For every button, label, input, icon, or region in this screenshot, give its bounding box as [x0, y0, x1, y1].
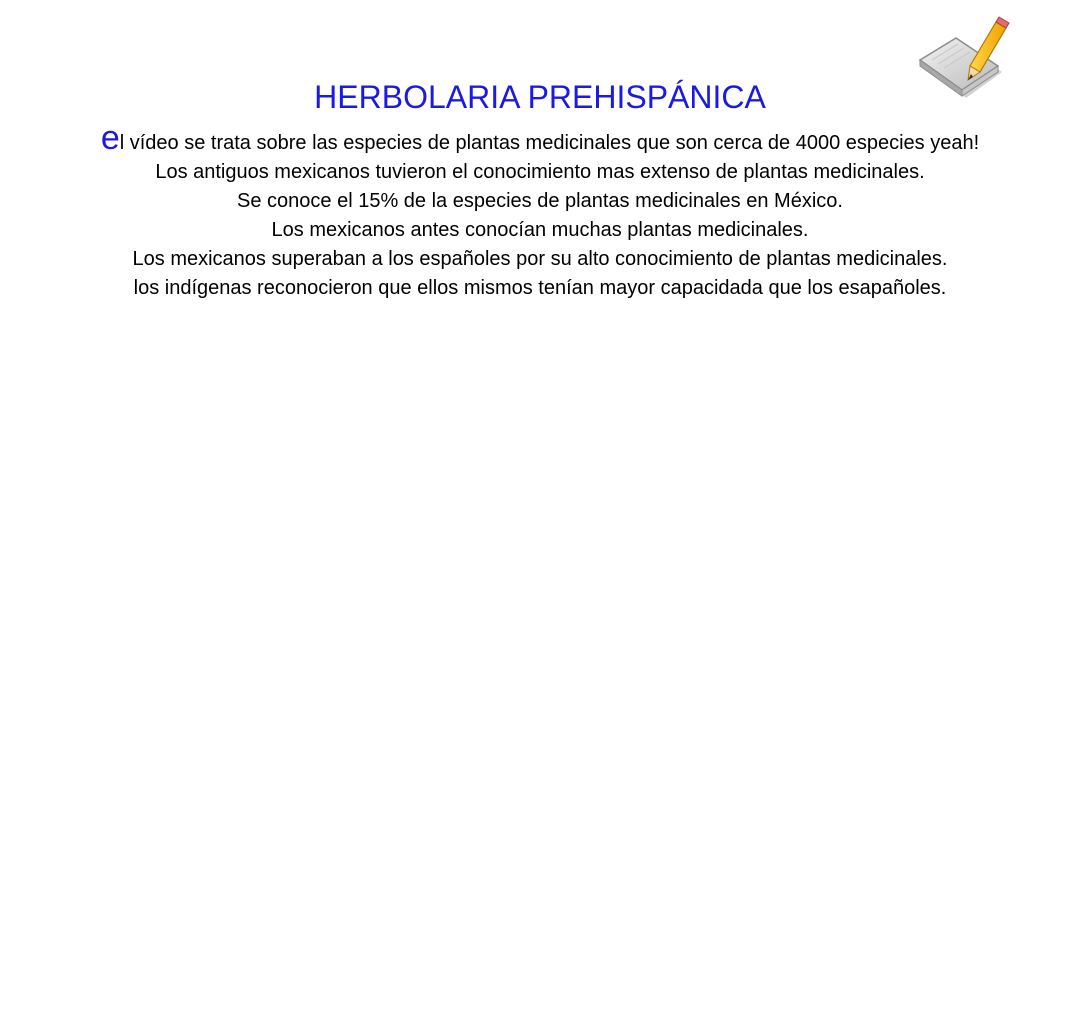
paragraph-4: Los mexicanos antes conocían muchas plantas medicinales.	[271, 219, 809, 241]
paragraph-1-text: l vídeo se trata sobre las especies de plantas medicinales que son cerca de 4000 especies yeah!	[119, 132, 980, 154]
paragraph-6: los indígenas reconocieron que ellos mismos tenían mayor capacidada que los esapañoles.	[133, 277, 947, 299]
paragraph-3: Se conoce el 15% de la especies de plantas medicinales en México.	[237, 190, 843, 212]
page-title: HERBOLARIA PREHISPÁNICA	[314, 79, 766, 115]
drop-letter: e	[100, 119, 120, 157]
body-text	[60, 119, 1020, 303]
paragraph-1	[60, 119, 1020, 158]
paragraph-5: Los mexicanos superaban a los españoles por su alto conocimiento de plantas medicinales.	[132, 248, 948, 270]
paragraph-2: Los antiguos mexicanos tuvieron el conocimiento mas extenso de plantas medicinales.	[155, 161, 925, 183]
